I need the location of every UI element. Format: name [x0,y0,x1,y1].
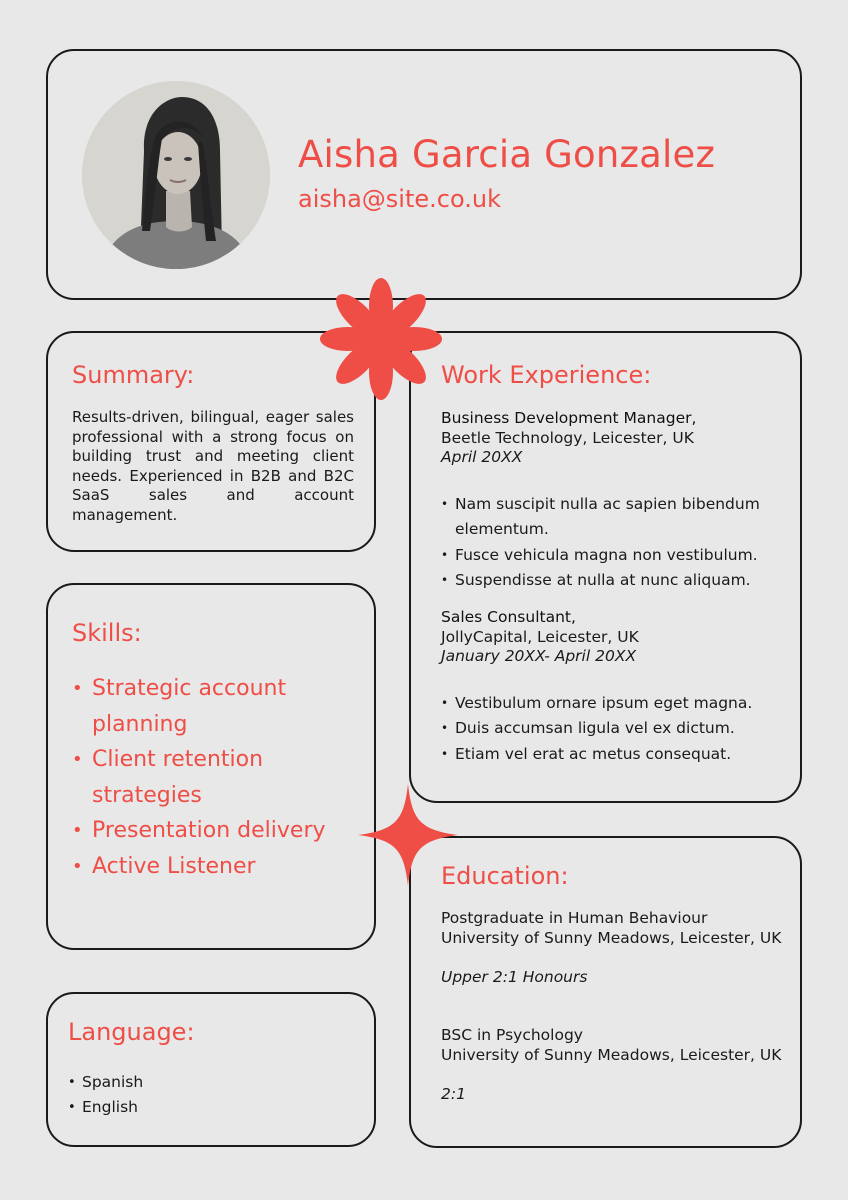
skills-list [72,671,362,885]
work-experience-card [409,331,802,803]
job-bullet: • Fusce vehicula magna non vestibulum. [441,543,786,569]
job-bullet: • Vestibulum ornare ipsum eget magna. [441,691,786,717]
language-card [46,992,376,1147]
skills-heading: Skills: [72,619,142,647]
job-bullet: • Duis accumsan ligula vel ex dictum. [441,716,786,742]
job-bullet: • Suspendisse at nulla at nunc aliquam. [441,568,786,594]
language-heading: Language: [68,1018,195,1046]
skills-card [46,583,376,950]
candidate-name: Aisha Garcia Gonzalez [298,133,716,176]
edu-school: University of Sunny Meadows, Leicester, UK [441,1045,782,1064]
job-entry: Business Development Manager, Beetle Technology, Leicester, UK April 20XX • Nam suscipit nulla ac sapien bibendum elementum. • Fusce vehicula magna non vestibulum. • Suspendisse at nulla at nunc aliquam. [441,408,786,594]
skill-item: • Active Listener [72,849,362,885]
job-date: January 20XX- April 20XX [441,647,637,665]
job-bullet: • Etiam vel erat ac metus consequat. [441,742,786,768]
education-entry [441,1026,786,1105]
edu-honours: Upper 2:1 Honours [441,968,588,986]
job-entry [441,608,786,767]
skill-item: • Strategic account planning [72,671,362,742]
job-title: Sales Consultant, [441,608,576,626]
four-point-star-icon [358,784,458,886]
work-heading: Work Experience: [441,361,652,389]
language-list [68,1070,143,1120]
language-item: • Spanish [68,1070,143,1095]
job-bullet: • Nam suscipit nulla ac sapien bibendum elementum. [441,492,786,543]
job-bullets [441,691,786,768]
edu-degree: BSC in Psychology [441,1026,583,1044]
language-item: • English [68,1095,143,1120]
header-card [46,49,802,300]
education-heading: Education: [441,862,569,890]
education-card [409,836,802,1148]
flower-icon [320,278,442,400]
job-title: Business Development Manager [441,409,692,427]
edu-school: University of Sunny Meadows, Leicester, UK [441,928,782,947]
skill-item: • Presentation delivery [72,813,362,849]
education-entry [441,909,786,988]
skill-item: • Client retention strategies [72,742,362,813]
job-date: April 20XX [441,448,523,466]
summary-heading: Summary: [72,361,195,389]
job-company: Beetle Technology, Leicester, UK [441,428,694,447]
candidate-email[interactable]: aisha@site.co.uk [298,185,501,213]
job-bullets [441,492,786,594]
avatar [82,81,270,269]
edu-degree: Postgraduate in Human Behaviour [441,909,708,927]
portrait-photo [82,81,270,269]
edu-honours: 2:1 [441,1085,466,1103]
summary-text: Results-driven, bilingual, eager sales professional with a strong focus on building trust and meeting client needs. Experienced in B2B and B2C SaaS sales and account management. [72,408,354,524]
job-company: JollyCapital, Leicester, UK [441,627,639,646]
